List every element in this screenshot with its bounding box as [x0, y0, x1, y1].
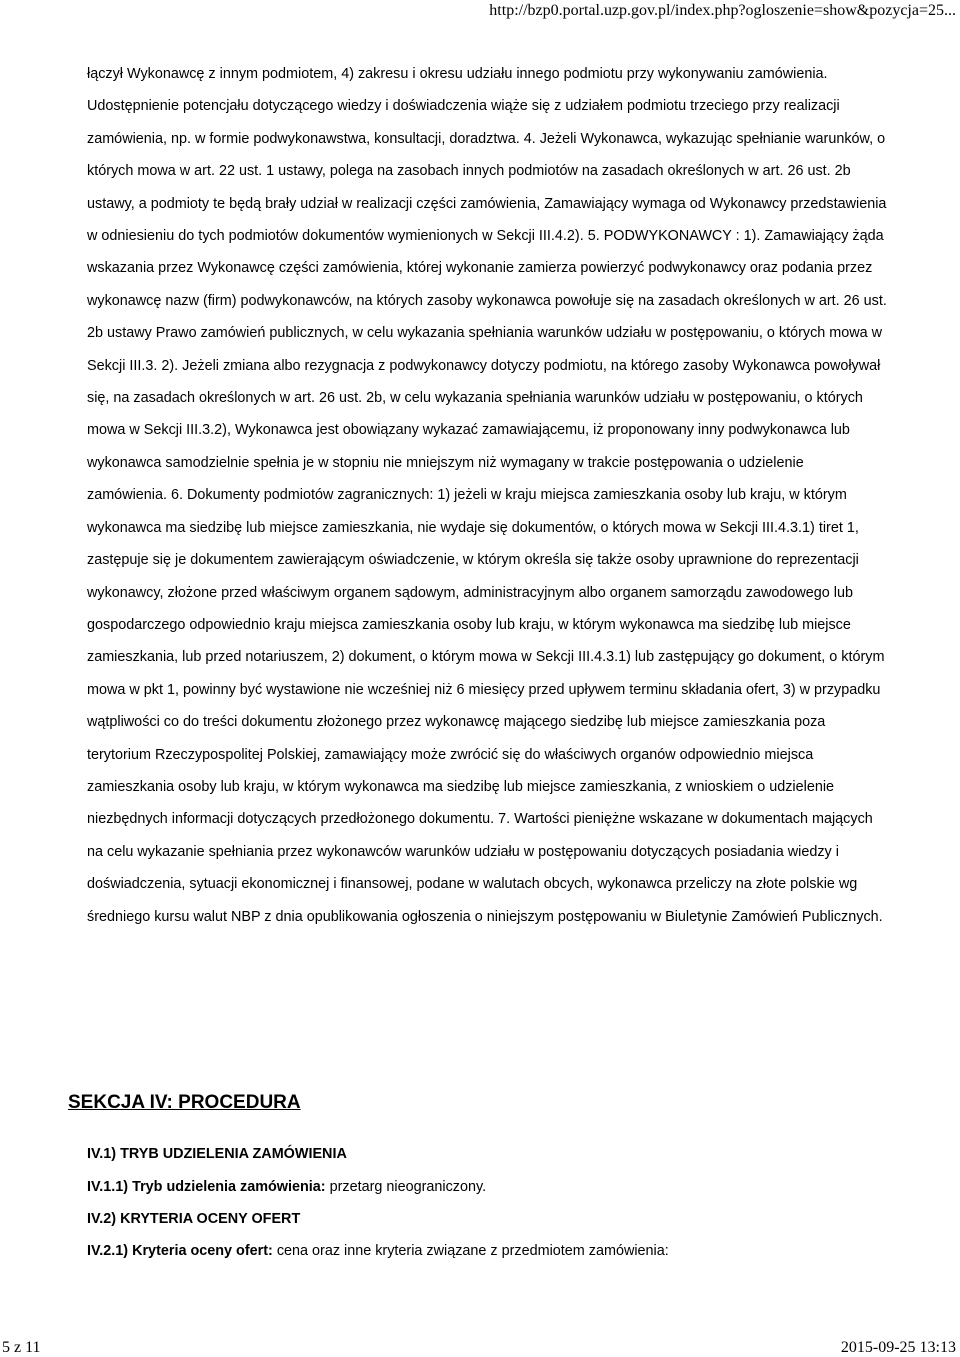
- page-number: 5 z 11: [2, 1339, 41, 1356]
- body-paragraph: łączył Wykonawcę z innym podmiotem, 4) zakresu i okresu udziału innego podmiotu przy wykonywaniu zamówienia. Udostępnienie potencjału dotyczącego wiedzy i doświadczenia wiąże się z udziałem podmiotu trzeciego przy realizacji zamówienia, np. w formie podwykonawstwa, konsultacji, doradztwa. 4. Jeżeli Wykonawca, wykazując spełnianie warunków, o których mowa w art. 22 ust. 1 ustawy, polega na zasobach innych podmiotów na zasadach określonych w art. 26 ust. 2b ustawy, a podmioty te będą brały udział w realizacji części zamówienia, Zamawiający wymaga od Wykonawcy przedstawienia w odniesieniu do tych podmiotów dokumentów wymienionych w Sekcji III.4.2). 5. PODWYKONAWCY : 1). Zamawiający żąda wskazania przez Wykonawcę części zamówienia, której wykonanie zamierza powierzyć podwykonawcy oraz podania przez wykonawcę nazw (firm) podwykonawców, na których zasoby wykonawca powołuje się na zasadach określonych w art. 26 ust. 2b ustawy Prawo zamówień publicznych, w celu wykazania spełniania warunków udziału w postępowaniu, o których mowa w Sekcji III.3. 2). Jeżeli zmiana albo rezygnacja z podwykonawcy dotyczy podmiotu, na którego zasoby Wykonawca powoływał się, na zasadach określonych w art. 26 ust. 2b, w celu wykazania spełniania warunków udziału w postępowaniu, o których mowa w Sekcji III.3.2), Wykonawca jest obowiązany wykazać zamawiającemu, iż proponowany inny podwykonawca lub wykonawca samodzielnie spełnia je w stopniu nie mniejszym niż wymagany w trakcie postępowania o udzielenie zamówienia. 6. Dokumenty podmiotów zagranicznych: 1) jeżeli w kraju miejsca zamieszkania osoby lub kraju, w którym wykonawca ma siedzibę lub miejsce zamieszkania, nie wydaje się dokumentów, o których mowa w Sekcji III.4.3.1) tiret 1, zastępuje się je dokumentem zawierającym oświadczenie, w którym określa się także osoby uprawnione do reprezentacji wykonawcy, złożone przed właściwym organem sądowym, administracyjnym albo organem samorządu zawodowego lub gospodarczego odpowiednio kraju miejsca zamieszkania osoby lub kraju, w którym wykonawca ma siedzibę lub miejsce zamieszkania, lub przed notariuszem, 2) dokument, o którym mowa w Sekcji III.4.3.1) lub zastępujący go dokument, o którym mowa w pkt 1, powinny być wystawione nie wcześniej niż 6 miesięcy przed upływem terminu składania ofert, 3) w przypadku wątpliwości co do treści dokumentu złożonego przez wykonawcę mającego siedzibę lub miejsce zamieszkania poza terytorium Rzeczypospolitej Polskiej, zamawiający może zwrócić się do właściwych organów odpowiednio miejsca zamieszkania osoby lub kraju, w którym wykonawca ma siedzibę lub miejsce zamieszkania, z wnioskiem o udzielenie niezbędnych informacji dotyczących przedłożonego dokumentu. 7. Wartości pieniężne wskazane w dokumentach mających na celu wykazanie spełniania przez wykonawców warunków udziału w postępowaniu dotyczących posiadania wiedzy i doświadczenia, sytuacji ekonomicznej i finansowej, podane w walutach obcych, wykonawca przeliczy na złote polskie wg średniego kursu walut NBP z dnia opublikowania ogłoszenia o niniejszym postępowaniu w Biuletynie Zamówień Publicznych.: [87, 66, 887, 925]
- procedure-heading-iv-2: [87, 1211, 300, 1227]
- print-datetime: 2015-09-25 13:13: [840, 1339, 956, 1356]
- procedure-heading-iv-1: [87, 1146, 347, 1162]
- page-header-url: http://bzp0.portal.uzp.gov.pl/index.php?ogloszenie=show&pozycja=25...: [489, 2, 956, 19]
- procedure-label: IV.2) KRYTERIA OCENY OFERT: [87, 1211, 301, 1227]
- procedure-value: przetarg nieograniczony.: [325, 1179, 487, 1195]
- procedure-item-iv-1-1: [87, 1179, 486, 1195]
- section-title: SEKCJA IV: PROCEDURA: [68, 1092, 301, 1113]
- procedure-label: IV.1) TRYB UDZIELENIA ZAMÓWIENIA: [87, 1146, 347, 1162]
- procedure-item-iv-2-1: [87, 1243, 669, 1259]
- procedure-value: cena oraz inne kryteria związane z przedmiotem zamówienia:: [272, 1243, 669, 1259]
- procedure-label: IV.1.1) Tryb udzielenia zamówienia:: [87, 1179, 326, 1195]
- procedure-label: IV.2.1) Kryteria oceny ofert:: [87, 1243, 273, 1259]
